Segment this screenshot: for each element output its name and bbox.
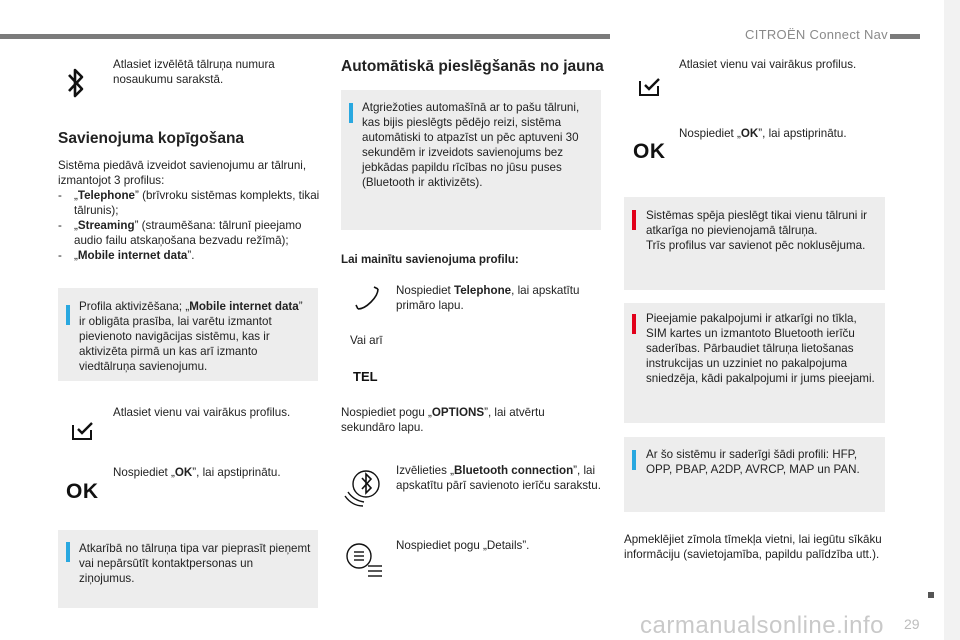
step-details: Nospiediet pogu „Details”. bbox=[396, 539, 530, 552]
info-text: Atkarībā no tālruņa tipa var pieprasīt pieņemt vai nepārsūtīt kontaktpersonas un ziņojumus. bbox=[79, 542, 311, 585]
step-ok: Nospiediet „OK”, lai apstiprinātu. bbox=[113, 466, 281, 479]
scrollbar[interactable] bbox=[944, 0, 960, 640]
details-list-icon bbox=[344, 540, 386, 582]
step-ok: Nospiediet „OK”, lai apstiprinātu. bbox=[679, 127, 847, 140]
checkbox-icon bbox=[70, 420, 96, 442]
warning-bar bbox=[632, 314, 636, 334]
info-box-contacts bbox=[58, 530, 318, 608]
info-text: Atgriežoties automašīnā ar to pašu tālruni, kas bijis pieslēgts pēdējo reizi, sistēma automātiski to atpazīst un pēc aptuveni 30 sekundēm ir izveidots savienojums bez jebkādas papildu rīcības no jūsu puses (Bluetooth ir aktivizēts). bbox=[362, 101, 580, 189]
info-bar bbox=[632, 450, 636, 470]
step-bt-connection: Izvēlieties „Bluetooth connection”, lai apskatītu pārī savienoto ierīču sarakstu. bbox=[396, 464, 601, 492]
profile-item: - „Telephone” (brīvroku sistēmas komplekts, tikai tālrunis); bbox=[58, 189, 320, 217]
profile-item: - „Mobile internet data”. bbox=[58, 249, 195, 262]
header-rule-left bbox=[0, 34, 610, 39]
change-profile-subheading: Lai mainītu savienojuma profilu: bbox=[341, 253, 519, 266]
warning-text: Pieejamie pakalpojumi ir atkarīgi no tīkla, SIM kartes un izmantoto Bluetooth ierīču saderības. Pārbaudiet tālruņa lietošanas instrukcijas un uzziniet no pakalpojuma sniedzēja, kādi pakalpojumi ir jums pieejami. bbox=[646, 312, 875, 385]
ok-icon: OK bbox=[633, 140, 666, 163]
closing-text: Apmeklējiet zīmola tīmekļa vietni, lai iegūtu sīkāku informāciju (savietojamība, papildu palīdzība utt.). bbox=[624, 533, 882, 561]
phone-handset-icon bbox=[352, 283, 384, 315]
profile-item: - „Streaming” (straumēšana: tālrunī pieejamo audio failu atskaņošana bezvadu režīmā); bbox=[58, 219, 302, 247]
info-box-profiles bbox=[624, 437, 885, 512]
sharing-intro bbox=[58, 158, 320, 263]
header-title: CITROËN Connect Nav bbox=[745, 27, 888, 42]
warning-bar bbox=[632, 210, 636, 230]
section-heading-sharing: Savienojuma kopīgošana bbox=[58, 130, 245, 147]
bt-select-text: Atlasiet izvēlētā tālruņa numura nosaukumu sarakstā. bbox=[113, 58, 275, 86]
tel-icon: TEL bbox=[353, 369, 378, 384]
warning-box-one-phone bbox=[624, 197, 885, 290]
info-bar bbox=[66, 542, 70, 562]
info-text: Ar šo sistēmu ir saderīgi šādi profili: HFP, OPP, PBAP, A2DP, AVRCP, MAP un PAN. bbox=[646, 448, 860, 476]
step-telephone: Nospiediet Telephone, lai apskatītu primāro lapu. bbox=[396, 284, 580, 312]
info-bar bbox=[349, 103, 353, 123]
next-page-icon bbox=[928, 592, 934, 598]
or-label: Vai arī bbox=[350, 334, 383, 347]
warning-box-services bbox=[624, 303, 885, 423]
checkbox-icon bbox=[637, 76, 663, 98]
section-heading-auto: Automātiskā pieslēgšanās no jauna bbox=[341, 58, 604, 75]
info-bar bbox=[66, 305, 70, 325]
info-text: Profila aktivizēšana; „Mobile internet data” ir obligāta prasība, lai varētu izmantot pievienoto navigācijas sistēmu, kas ir aktivizēta pirmā un kas arī izmanto viedtālruņa savienojumu. bbox=[79, 300, 303, 373]
ok-icon: OK bbox=[66, 480, 99, 503]
warning-text: Sistēmas spēja pieslēgt tikai vienu tālruni ir atkarīga no pievienojamā tālruņa. Trīs profilus var savienot pēc noklusējuma. bbox=[646, 209, 868, 252]
options-text: Nospiediet pogu „OPTIONS”, lai atvērtu sekundāro lapu. bbox=[341, 406, 545, 434]
page-number: 29 bbox=[904, 616, 920, 632]
bluetooth-icon bbox=[64, 65, 88, 101]
header-rule-right bbox=[890, 34, 920, 39]
intro-text: Sistēma piedāvā izveidot savienojumu ar tālruni, izmantojot 3 profilus: bbox=[58, 159, 307, 187]
step-select-profiles: Atlasiet vienu vai vairākus profilus. bbox=[113, 406, 291, 419]
bluetooth-connection-icon bbox=[342, 462, 386, 508]
info-box-profile bbox=[58, 288, 318, 381]
watermark: carmanualsonline.info bbox=[640, 612, 884, 639]
info-box-auto bbox=[341, 90, 601, 230]
step-select-profiles: Atlasiet vienu vai vairākus profilus. bbox=[679, 58, 857, 71]
